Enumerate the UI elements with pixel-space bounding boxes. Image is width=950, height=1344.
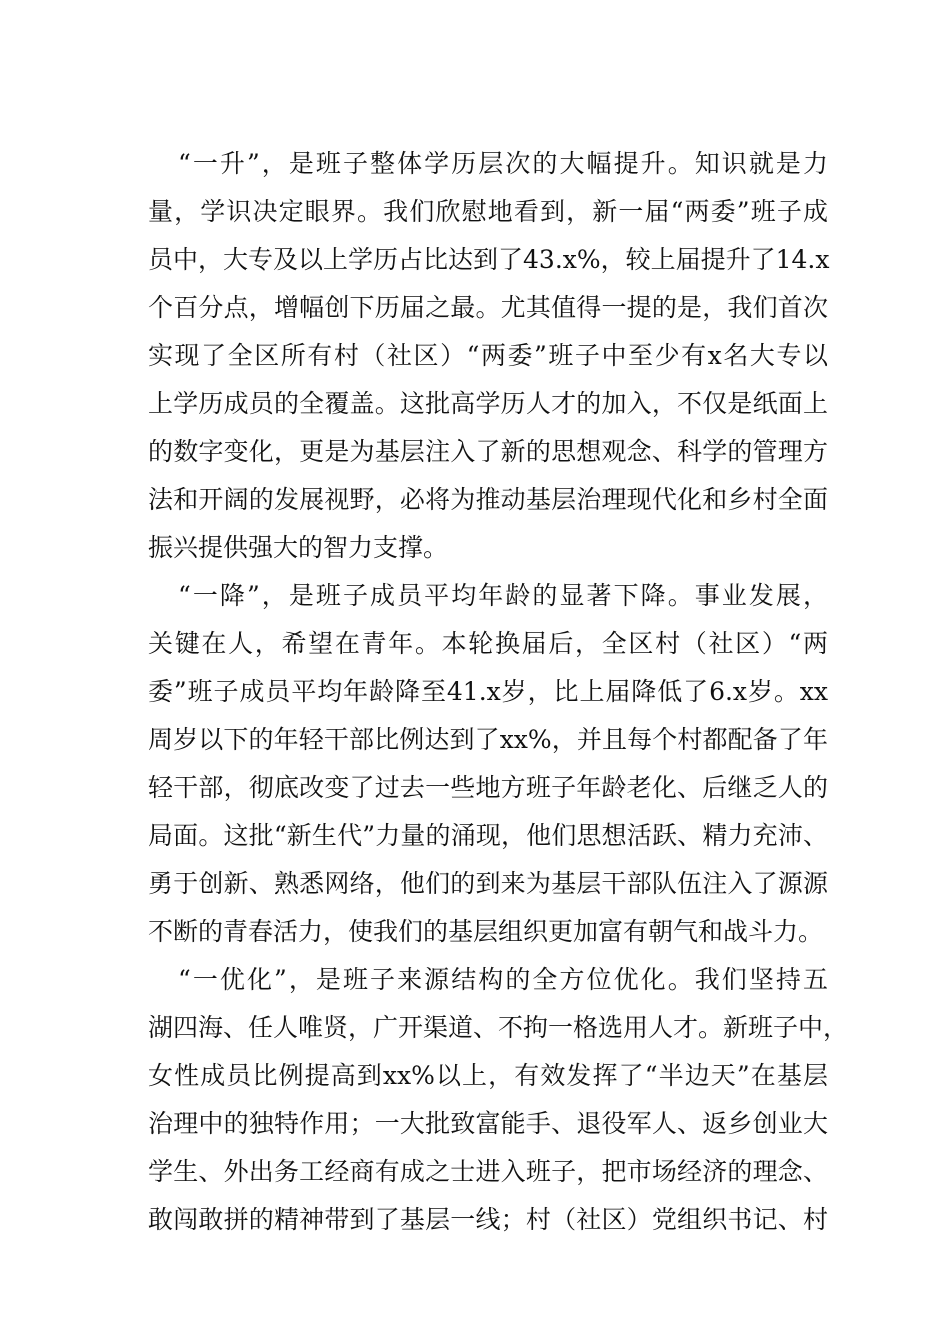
text-line: 的数字变化，更是为基层注入了新的思想观念、科学的管理方	[148, 437, 828, 466]
text-line: 女性成员比例提高到xx%以上，有效发挥了“半边天”在基层	[148, 1061, 828, 1090]
body-text	[148, 140, 849, 1244]
paragraph-age	[148, 572, 828, 956]
paragraph-structure	[148, 956, 849, 1244]
text-line: 敢闯敢拼的精神带到了基层一线；村（社区）党组织书记、村	[148, 1205, 828, 1234]
text-line: 委”班子成员平均年龄降至41.x岁，比上届降低了6.x岁。xx	[148, 677, 828, 706]
text-line: 上学历成员的全覆盖。这批高学历人才的加入，不仅是纸面上	[148, 389, 828, 418]
text-line: 振兴提供强大的智力支撑。	[148, 533, 449, 562]
text-line: “一降”，是班子成员平均年龄的显著下降。事业发展，	[178, 581, 828, 610]
text-line: “一升”，是班子整体学历层次的大幅提升。知识就是力	[178, 149, 828, 178]
text-line: 治理中的独特作用；一大批致富能手、退役军人、返乡创业大	[148, 1109, 828, 1138]
paragraph-education	[148, 140, 828, 572]
text-line: 不断的青春活力，使我们的基层组织更加富有朝气和战斗力。	[148, 917, 824, 946]
text-line: 个百分点，增幅创下历届之最。尤其值得一提的是，我们首次	[148, 293, 828, 322]
text-line: 实现了全区所有村（社区）“两委”班子中至少有x名大专以	[148, 341, 828, 370]
text-line: 勇于创新、熟悉网络，他们的到来为基层干部队伍注入了源源	[148, 869, 828, 898]
text-line: 湖四海、任人唯贤，广开渠道、不拘一格选用人才。新班子中，	[148, 1013, 849, 1042]
text-line: “一优化”，是班子来源结构的全方位优化。我们坚持五	[178, 965, 828, 994]
text-line: 轻干部，彻底改变了过去一些地方班子年龄老化、后继乏人的	[148, 773, 828, 802]
text-line: 关键在人，希望在青年。本轮换届后，全区村（社区）“两	[148, 629, 828, 658]
text-line: 员中，大专及以上学历占比达到了43.x%，较上届提升了14.x	[148, 245, 830, 274]
text-line: 局面。这批“新生代”力量的涌现，他们思想活跃、精力充沛、	[148, 821, 828, 850]
text-line: 周岁以下的年轻干部比例达到了xx%，并且每个村都配备了年	[148, 725, 828, 754]
text-line: 法和开阔的发展视野，必将为推动基层治理现代化和乡村全面	[148, 485, 828, 514]
text-line: 学生、外出务工经商有成之士进入班子，把市场经济的理念、	[148, 1157, 828, 1186]
text-line: 量，学识决定眼界。我们欣慰地看到，新一届“两委”班子成	[148, 197, 828, 226]
